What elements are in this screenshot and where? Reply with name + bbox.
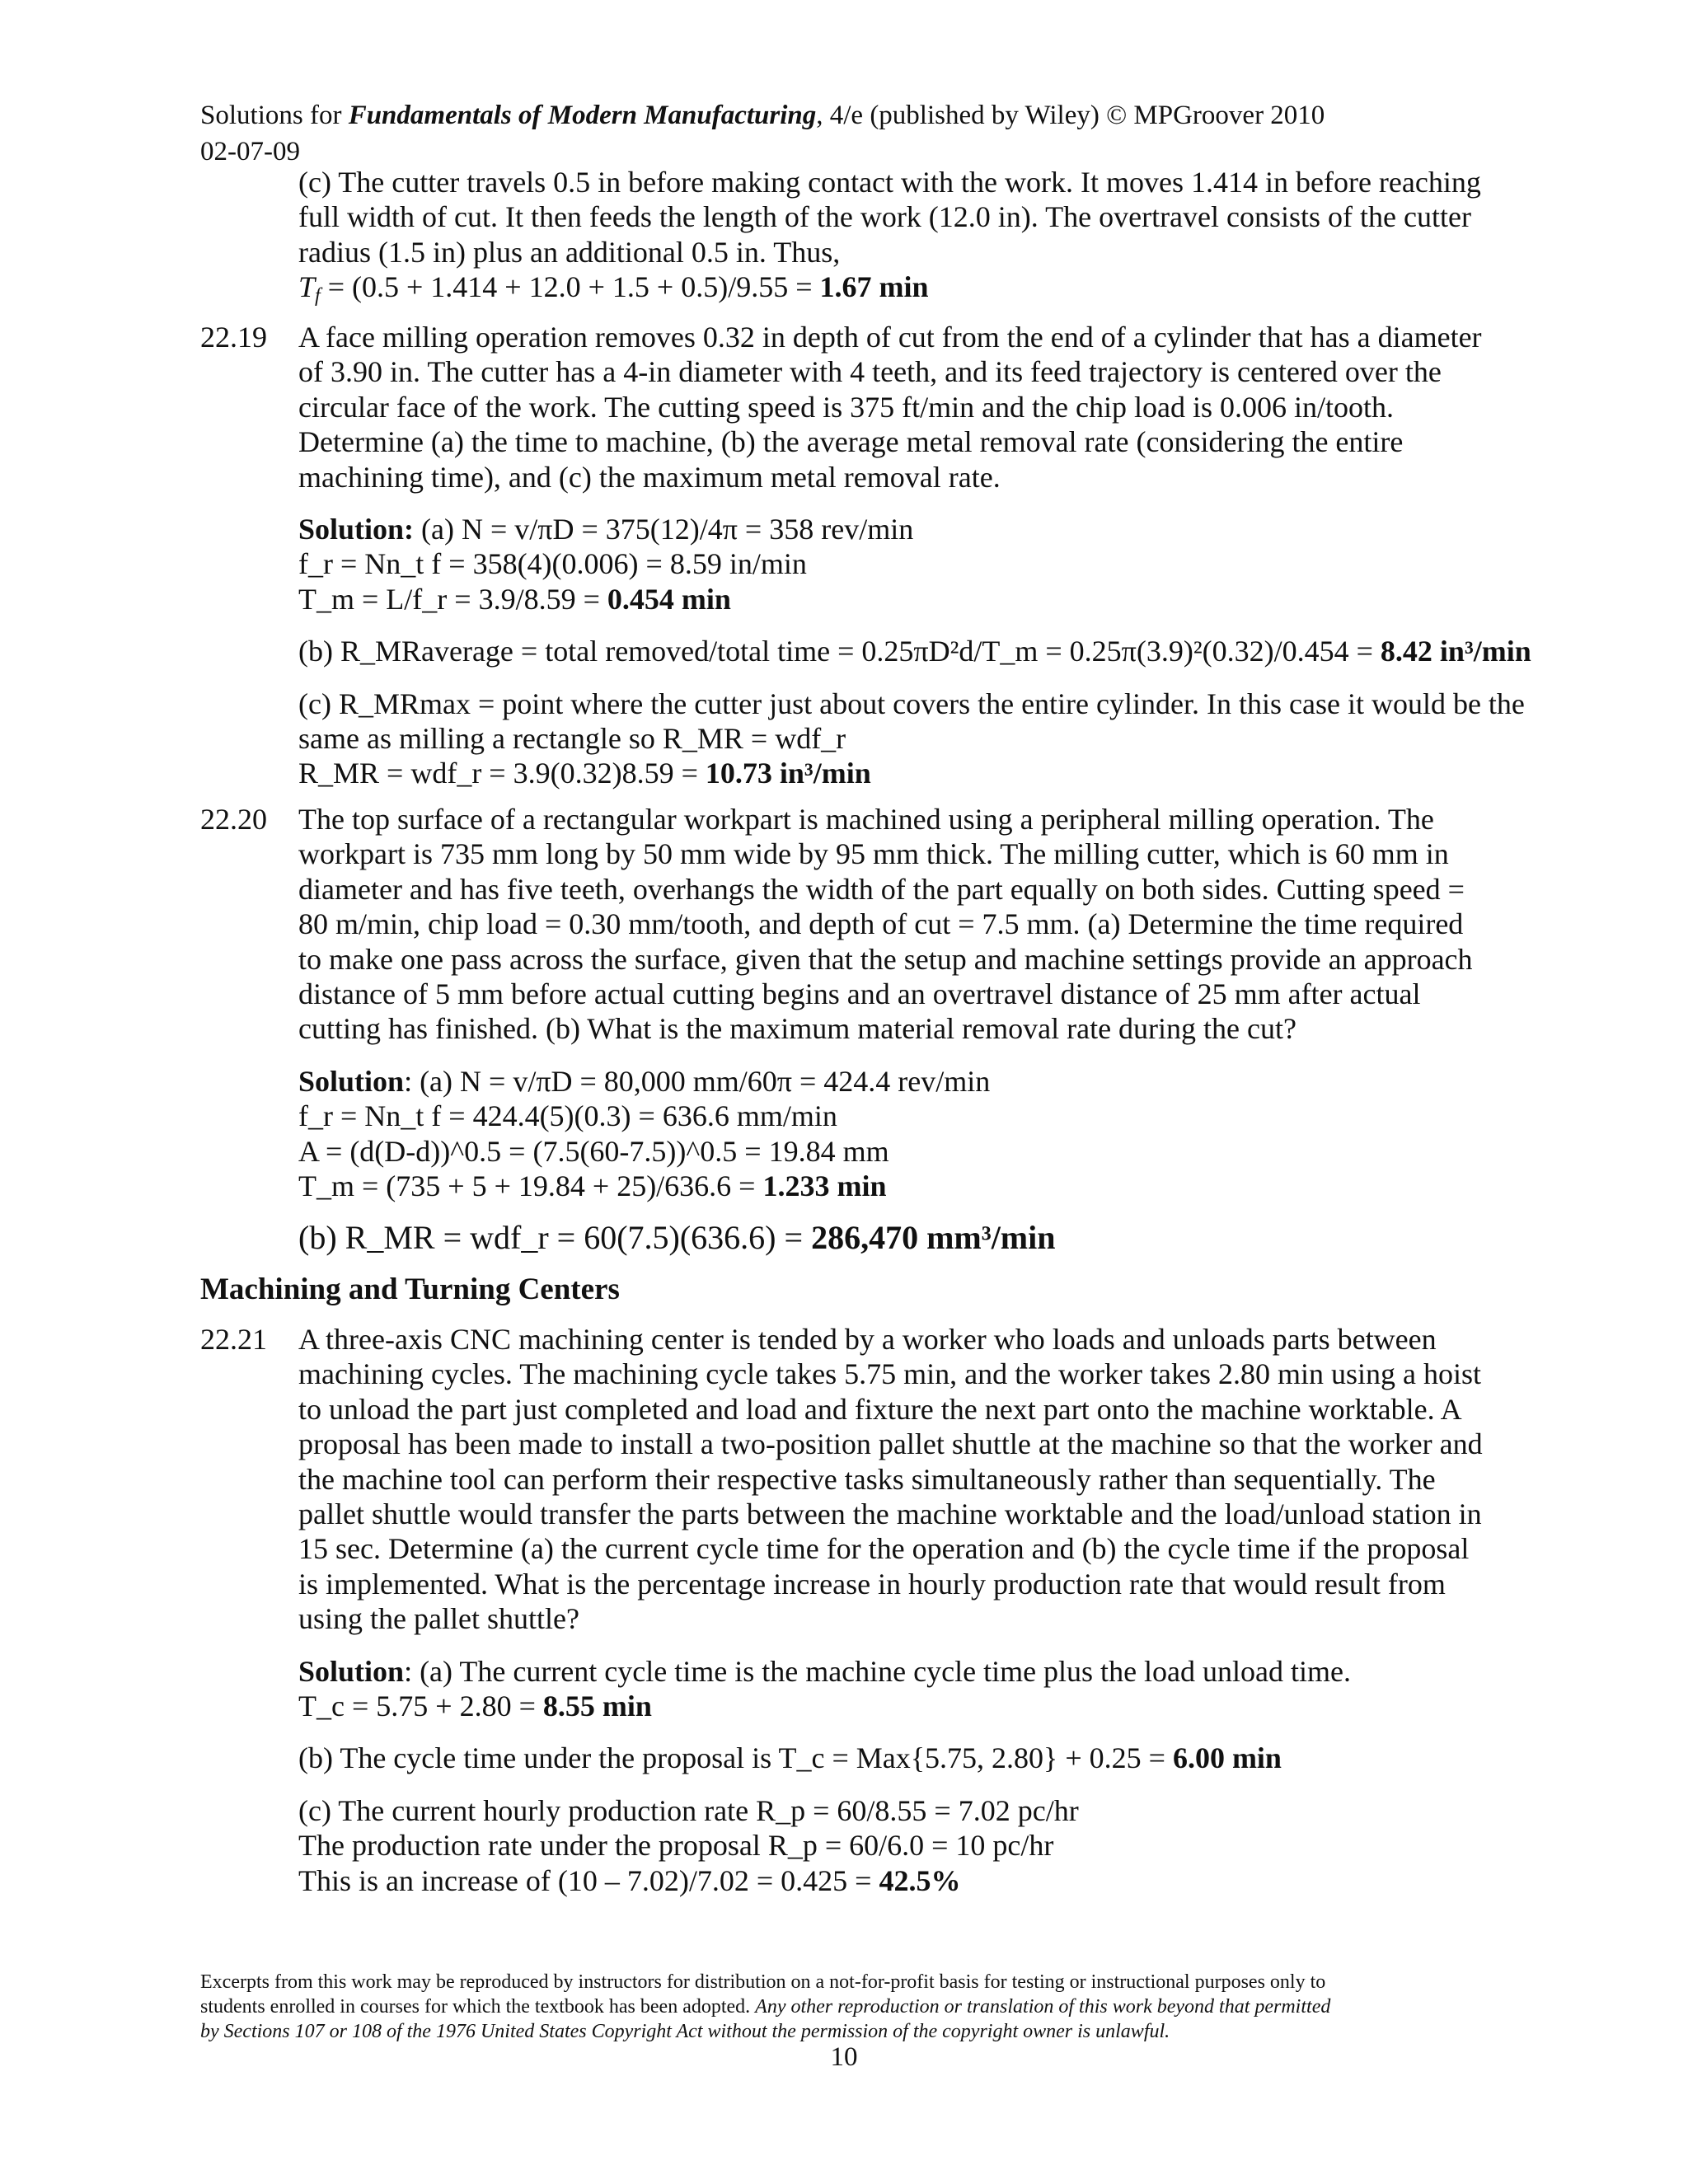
solution-text: : (a) The current cycle time is the machine cycle time plus the load unload time. (404, 1654, 1351, 1688)
answer: 8.55 min (542, 1690, 652, 1723)
solution-label: Solution (298, 1064, 405, 1098)
solution-text: (b) The cycle time under the proposal is T_c = Max{5.75, 2.80} + 0.25 = (298, 1741, 1173, 1775)
problem-22-20 (298, 802, 1502, 1256)
problem-text-line: to make one pass across the surface, given that the setup and machine settings provide an approach (298, 942, 1473, 976)
answer: 0.454 min (607, 582, 731, 616)
header-date: 02-07-09 (200, 137, 300, 166)
answer: 1.233 min (762, 1169, 887, 1203)
solution-line (298, 1169, 1502, 1203)
problem-text-line: the machine tool can perform their respective tasks simultaneously rather than sequentially. The (298, 1462, 1436, 1496)
footer-line (200, 1994, 1519, 2019)
solution-line: (c) The current hourly production rate R_p = 60/8.55 = 7.02 pc/hr (298, 1793, 1079, 1827)
problem-number: 22.19 (200, 321, 267, 354)
problem-text-line: 15 sec. Determine (a) the current cycle time for the operation and (b) the cycle time if the proposal (298, 1532, 1470, 1566)
var-t: T (298, 270, 316, 304)
part-c-continued (298, 165, 1502, 305)
problem-text-line: diameter and has five teeth, overhangs the width of the part equally on both sides. Cutting speed = (298, 872, 1465, 906)
problem-22-19 (298, 320, 1531, 791)
equation-text: = (0.5 + 1.414 + 12.0 + 1.5 + 0.5)/9.55 = (320, 270, 820, 304)
solution-line: A = (d(D-d))^0.5 = (7.5(60-7.5))^0.5 = 19.84 mm (298, 1134, 889, 1168)
solution-line: (c) R_MRmax = point where the cutter just about covers the entire cylinder. In this case it would be the (298, 687, 1525, 720)
problem-22-21 (298, 1322, 1502, 1898)
solution-text: : (a) N = v/πD = 80,000 mm/60π = 424.4 rev/min (404, 1064, 991, 1098)
footer-text: Any other reproduction or translation of this work beyond that permitted (755, 1996, 1331, 2018)
solution-line (298, 1221, 1502, 1255)
footer-line: Excerpts from this work may be reproduced by instructors for distribution on a not-for-profit basis for testing or instructional purposes only to (200, 1971, 1326, 1993)
solution-line: f_r = Nn_t f = 358(4)(0.006) = 8.59 in/min (298, 547, 807, 581)
problem-text-line: pallet shuttle would transfer the parts between the machine worktable and the load/unload station in (298, 1497, 1482, 1531)
part-c-line: radius (1.5 in) plus an additional 0.5 in. Thus, (298, 235, 841, 269)
problem-text-line: Determine (a) the time to machine, (b) the average metal removal rate (considering the entire (298, 425, 1404, 459)
problem-text-line: circular face of the work. The cutting speed is 375 ft/min and the chip load is 0.006 in/tooth. (298, 390, 1395, 424)
solution-text: T_m = L/f_r = 3.9/8.59 = (298, 582, 607, 616)
answer: 1.67 min (819, 270, 929, 304)
solution-text: T_c = 5.75 + 2.80 = (298, 1690, 543, 1723)
header-prefix: Solutions for (200, 101, 349, 130)
problem-number: 22.20 (200, 803, 267, 836)
part-c-equation (298, 269, 1502, 307)
footer-line: by Sections 107 or 108 of the 1976 United States Copyright Act without the permission of the copyright owner is unlawful. (200, 2021, 1170, 2042)
footer-text: students enrolled in courses for which the textbook has been adopted. (200, 1996, 756, 2018)
answer: 6.00 min (1172, 1741, 1282, 1775)
solution-label: Solution: (298, 513, 415, 546)
page-header (200, 97, 1325, 170)
answer: 8.42 in³/min (1380, 635, 1531, 668)
problem-text-line: cutting has finished. (b) What is the maximum material removal rate during the cut? (298, 1012, 1296, 1046)
solution-label: Solution (298, 1654, 405, 1688)
solution-line (298, 1689, 1502, 1723)
solution-line: f_r = Nn_t f = 424.4(5)(0.3) = 636.6 mm/min (298, 1099, 837, 1133)
solution-line (298, 512, 1502, 546)
problem-text-line: machining cycles. The machining cycle takes 5.75 min, and the worker takes 2.80 min using a hoist (298, 1357, 1481, 1391)
solution-line (298, 756, 1502, 790)
solution-line (298, 1863, 1502, 1898)
solution-line (298, 634, 1531, 668)
problem-text-line: 80 m/min, chip load = 0.30 mm/tooth, and depth of cut = 7.5 mm. (a) Determine the time required (298, 907, 1464, 941)
solution-line (298, 1741, 1502, 1775)
solution-text: (a) N = v/πD = 375(12)/4π = 358 rev/min (414, 513, 914, 546)
solution-line: The production rate under the proposal R_p = 60/6.0 = 10 pc/hr (298, 1829, 1054, 1863)
problem-text-line: to unload the part just completed and load and fixture the next part onto the machine worktable. A (298, 1392, 1462, 1426)
solution-line: same as milling a rectangle so R_MR = wdf_r (298, 722, 846, 756)
problem-text-line: is implemented. What is the percentage increase in hourly production rate that would result from (298, 1567, 1446, 1601)
problem-number: 22.21 (200, 1323, 267, 1356)
section-heading: Machining and Turning Centers (200, 1272, 620, 1306)
solution-text: (b) R_MR = wdf_r = 60(7.5)(636.6) = (298, 1219, 812, 1257)
header-book-title: Fundamentals of Modern Manufacturing (348, 101, 817, 130)
sub-f: f (315, 285, 321, 307)
problem-text-line: proposal has been made to install a two-position pallet shuttle at the machine so that the worker and (298, 1427, 1483, 1461)
answer: 42.5% (879, 1863, 961, 1897)
solution-text: (b) R_MRaverage = total removed/total time = 0.25πD²d/T_m = 0.25π(3.9)²(0.32)/0.454 = (298, 635, 1381, 668)
answer: 10.73 in³/min (705, 757, 871, 790)
solution-text: T_m = (735 + 5 + 19.84 + 25)/636.6 = (298, 1169, 763, 1203)
header-suffix: , 4/e (published by Wiley) © MPGroover 2010 (816, 101, 1325, 130)
problem-text-line: using the pallet shuttle? (298, 1602, 579, 1636)
answer: 286,470 mm³/min (811, 1219, 1056, 1257)
problem-text-line: of 3.90 in. The cutter has a 4-in diameter with 4 teeth, and its feed trajectory is centered over the (298, 355, 1442, 389)
problem-text-line: A three-axis CNC machining center is tended by a worker who loads and unloads parts between (298, 1323, 1437, 1356)
solution-line (298, 582, 1502, 616)
problem-text-line: workpart is 735 mm long by 50 mm wide by 95 mm thick. The milling cutter, which is 60 mm in (298, 837, 1449, 871)
problem-text-line: machining time), and (c) the maximum metal removal rate. (298, 460, 1001, 494)
problem-text-line: distance of 5 mm before actual cutting begins and an overtravel distance of 25 mm after actual (298, 977, 1421, 1011)
solution-line (298, 1064, 1502, 1099)
problem-text-line: A face milling operation removes 0.32 in depth of cut from the end of a cylinder that has a diameter (298, 321, 1482, 354)
page-number: 10 (830, 2042, 858, 2072)
header-title-line (200, 97, 1325, 134)
solution-line (298, 1654, 1502, 1689)
part-c-line: (c) The cutter travels 0.5 in before making contact with the work. It moves 1.414 in before reaching (298, 166, 1481, 199)
part-c-line: full width of cut. It then feeds the length of the work (12.0 in). The overtravel consists of the cutter (298, 200, 1471, 234)
problem-text-line: The top surface of a rectangular workpart is machined using a peripheral milling operation. The (298, 803, 1434, 836)
solution-text: This is an increase of (10 – 7.02)/7.02 = 0.425 = (298, 1863, 879, 1897)
solution-text: R_MR = wdf_r = 3.9(0.32)8.59 = (298, 757, 706, 790)
copyright-footer (200, 1970, 1519, 2044)
